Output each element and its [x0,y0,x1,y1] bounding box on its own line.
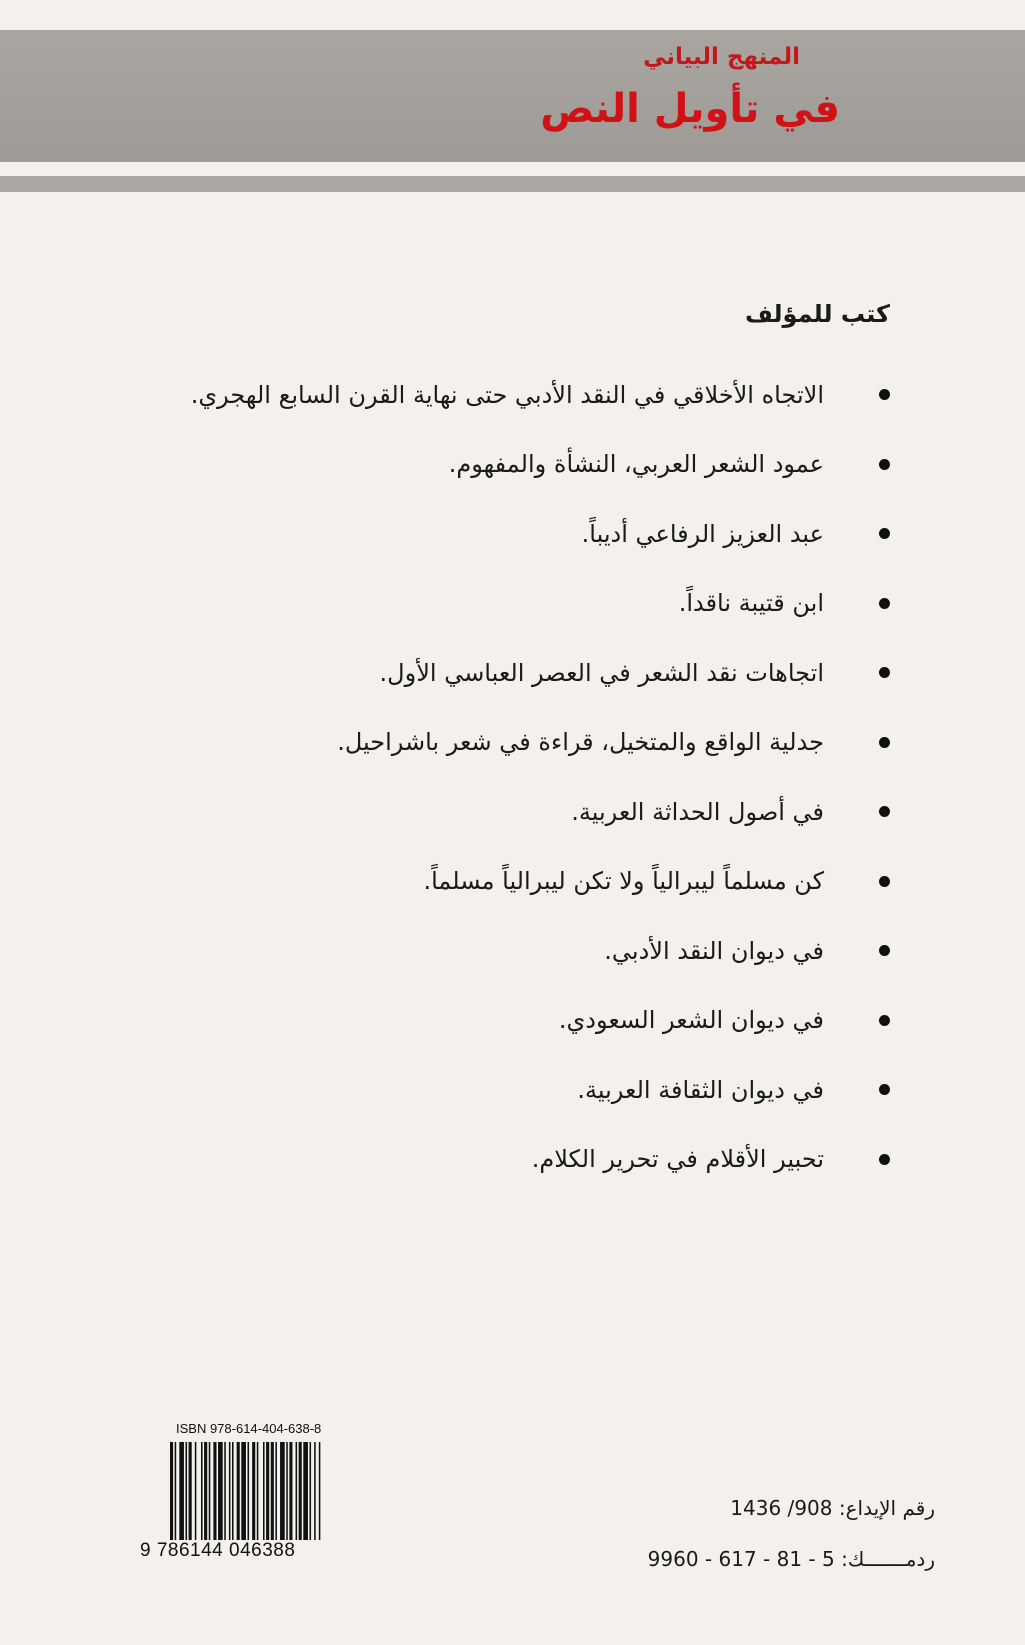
barcode-bar [296,1442,298,1540]
bullet-icon [879,945,890,956]
barcode-bar [218,1442,223,1540]
book-title-text: كن مسلماً ليبرالياً ولا تكن ليبرالياً مسلماً. [423,867,824,896]
book-title-text: اتجاهات نقد الشعر في العصر العباسي الأول. [379,658,824,687]
series-title: المنهج البياني [643,44,800,70]
barcode-bar [175,1442,177,1540]
book-title-text: في ديوان الشعر السعودي. [558,1006,824,1035]
book-title-text: في ديوان الثقافة العربية. [577,1075,824,1104]
barcode-bar [213,1442,216,1540]
barcode-digits: 9 786144 046388 [140,1540,296,1561]
barcode-bar [257,1442,259,1540]
barcode-bar [286,1442,288,1540]
barcode-bar [195,1442,197,1540]
barcode-bar [229,1442,231,1540]
book-item [70,638,900,708]
book-item [70,986,900,1056]
bullet-icon [879,389,890,400]
bullet-icon [879,528,890,539]
barcode-bar [280,1442,285,1540]
barcode-bar [303,1442,308,1540]
barcode-bar [319,1442,321,1540]
barcode-bar [186,1442,188,1540]
book-item [70,499,900,569]
barcode-bar [271,1442,274,1540]
isbn-label: ISBN 978-614-404-638-8 [176,1421,322,1436]
book-title-text: عبد العزيز الرفاعي أديباً. [581,519,824,548]
book-item [70,708,900,778]
bullet-icon [879,737,890,748]
book-item [70,430,900,500]
barcode-bar [232,1442,234,1540]
bullet-icon [879,1154,890,1165]
barcode-bar [201,1442,203,1540]
barcode-bar [263,1442,265,1540]
barcode-bar [237,1442,240,1540]
header-stripe [0,176,1025,192]
barcode-bar [204,1442,207,1540]
barcode [168,1442,383,1540]
barcode-bar [241,1442,246,1540]
barcode-bar [289,1442,292,1540]
barcode-bar [310,1442,312,1540]
barcode-bar [252,1442,255,1540]
barcode-bar [299,1442,302,1540]
barcode-bar [248,1442,250,1540]
barcode-bar [224,1442,226,1540]
book-title-text: تحبير الأقلام في تحرير الكلام. [531,1145,824,1174]
book-title: في تأويل النص [540,86,840,132]
bullet-icon [879,876,890,887]
book-title-text: عمود الشعر العربي، النشأة والمفهوم. [448,450,824,479]
barcode-bar [266,1442,269,1540]
book-item [70,777,900,847]
bullet-icon [879,806,890,817]
book-title-text: جدلية الواقع والمتخيل، قراءة في شعر باشراحيل. [337,728,824,757]
book-title-text: ابن قتيبة ناقداً. [678,589,824,618]
book-item [70,569,900,639]
bullet-icon [879,459,890,470]
barcode-bar [209,1442,211,1540]
book-title-text: الاتجاه الأخلاقي في النقد الأدبي حتى نهاية القرن السابع الهجري. [190,380,824,409]
barcode-bar [314,1442,316,1540]
barcode-bar [189,1442,192,1540]
barcode-bar [275,1442,277,1540]
bullet-icon [879,667,890,678]
books-list [70,360,900,1194]
barcode-bar [179,1442,184,1540]
deposit-number: رقم الإيداع: 908/ 1436 [730,1496,935,1520]
bullet-icon [879,1015,890,1026]
book-item [70,1125,900,1195]
book-title-text: في ديوان النقد الأدبي. [604,936,824,965]
book-item [70,360,900,430]
bullet-icon [879,598,890,609]
book-item [70,1055,900,1125]
book-title-text: في أصول الحداثة العربية. [571,797,824,826]
section-heading: كتب للمؤلف [744,300,890,328]
bullet-icon [879,1084,890,1095]
book-item [70,916,900,986]
isbn-arabic: ردمـــــــك: 5 - 81 - 617 - 9960 [647,1547,935,1571]
barcode-bar [170,1442,173,1540]
book-item [70,847,900,917]
